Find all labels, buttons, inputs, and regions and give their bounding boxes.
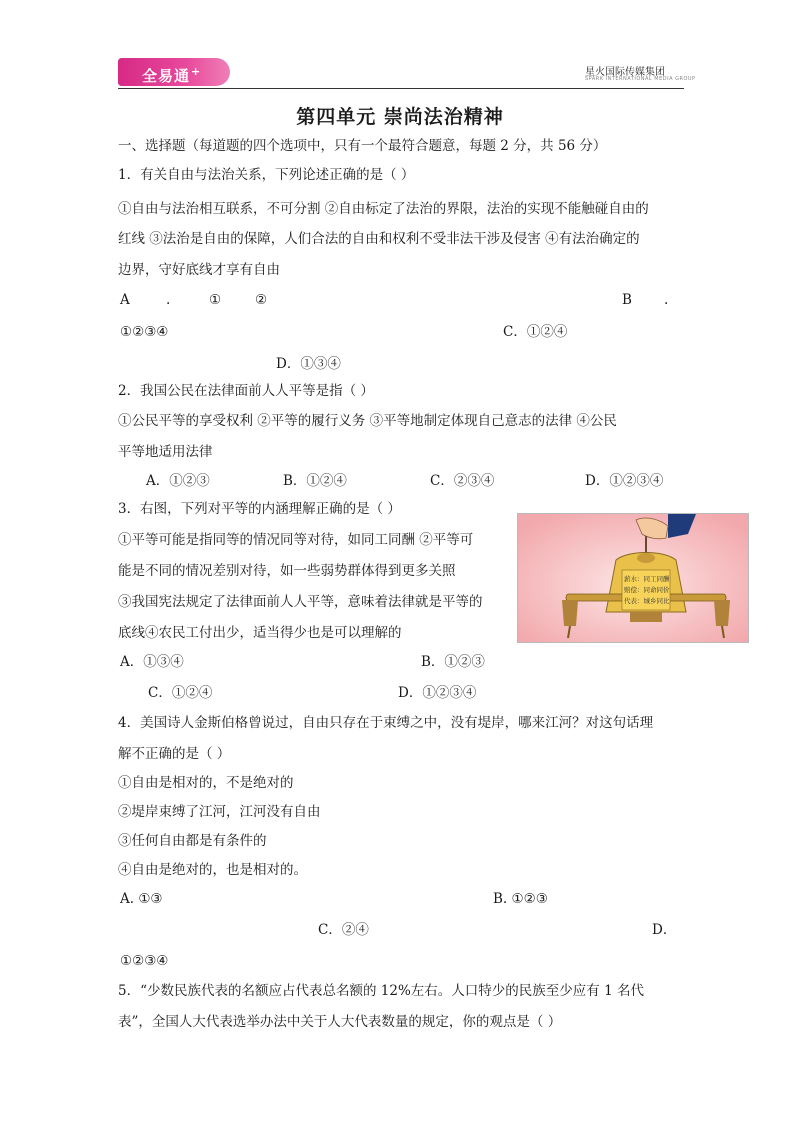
q3-statement-line: 能是不同的情况差别对待，如一些弱势群体得到更多关照 <box>118 563 456 579</box>
q3-option-d: D．①②③④ <box>398 685 477 701</box>
q2-statement-line: ①公民平等的享受权利 ②平等的履行义务 ③平等地制定体现自己意志的法律 ④公民 <box>118 413 617 429</box>
q4-item: ③任何自由都是有条件的 <box>118 833 267 849</box>
q2-statement-line: 平等地适用法律 <box>118 444 213 460</box>
q2-option-b: B．①②④ <box>283 473 347 489</box>
q4-item: ①自由是相对的，不是绝对的 <box>118 775 294 791</box>
logo-plus: + <box>191 65 202 78</box>
q3-option-c: C．①②④ <box>148 685 213 701</box>
header-divider <box>118 88 684 89</box>
q2-option-d: D．①②③④ <box>585 473 664 489</box>
q4-stem-continued: 解不正确的是（ ） <box>118 746 231 762</box>
q5-stem-continued: 表”，全国人大代表选举办法中关于人大代表数量的规定，你的观点是（ ） <box>118 1014 562 1030</box>
q5-stem: 5．“少数民族代表的名额应占代表总名额的 12%左右。人口特少的民族至少应有 1 名代 <box>118 983 644 999</box>
q1-option-c: C．①②④ <box>503 324 568 340</box>
q2-option-c: C．②③④ <box>430 473 495 489</box>
company-name: 星火国际传媒集团 <box>585 67 665 78</box>
q1-option-b-letter: B <box>622 292 632 308</box>
q1-statement-line: 边界，守好底线才享有自由 <box>118 262 280 278</box>
q4-option-d-letter: D． <box>652 922 677 938</box>
q4-item: ②堤岸束缚了江河，江河没有自由 <box>118 804 321 820</box>
company-subtitle: SPARK INTERNATIONAL MEDIA GROUP <box>585 76 696 82</box>
q3-statement-line: ①平等可能是指同等的情况同等对待，如同工同酬 ②平等可 <box>118 532 474 548</box>
q4-item: ④自由是绝对的，也是相对的。 <box>118 862 307 878</box>
image-label: 赔偿：同命同价 <box>624 586 670 594</box>
q3-option-a: A．①③④ <box>120 654 184 670</box>
q1-statement-line: ①自由与法治相互联系，不可分割 ②自由标定了法治的界限，法治的实现不能触碰自由的 <box>118 201 649 217</box>
q2-stem: 2．我国公民在法律面前人人平等是指（ ） <box>118 383 374 399</box>
q4-option-c: C．②④ <box>318 922 369 938</box>
q1-option-b-dot: . <box>664 292 669 308</box>
q1-option-b-continued: ①②③④ <box>120 324 169 340</box>
q1-stem: 1．有关自由与法治关系，下列论述正确的是（ ） <box>118 167 415 183</box>
logo-text: 全易通 <box>142 67 191 85</box>
image-label: 薪水：同工同酬 <box>624 575 670 583</box>
q4-option-d-continued: ①②③④ <box>120 953 169 969</box>
image-label: 代表：城乡同比 <box>624 597 670 605</box>
q4-stem: 4．美国诗人金斯伯格曾说过，自由只存在于束缚之中，没有堤岸，哪来江河？对这句话理 <box>118 715 654 731</box>
q1-option-a-letter: A <box>120 292 130 308</box>
q2-option-a: A．①②③ <box>146 473 210 489</box>
q4-option-b: B. ①②③ <box>493 891 548 907</box>
q3-option-b: B．①②③ <box>421 654 485 670</box>
balance-scale-illustration <box>517 513 749 643</box>
q4-option-a: A. ①③ <box>120 891 163 907</box>
brand-logo <box>118 58 230 86</box>
section-instructions: 一、选择题（每道题的四个选项中，只有一个最符合题意，每题 2 分，共 56 分） <box>118 138 607 154</box>
q3-statement-line: ③我国宪法规定了法律面前人人平等，意味着法律就是平等的 <box>118 594 483 610</box>
q1-statement-line: 红线 ③法治是自由的保障，人们合法的自由和权利不受非法干涉及侵害 ④有法治确定的 <box>118 231 640 247</box>
q1-option-a-dot: . <box>166 292 171 308</box>
q1-option-a-item: ① <box>209 292 222 308</box>
q1-option-d: D．①③④ <box>276 356 341 372</box>
q3-stem: 3．右图，下列对平等的内涵理解正确的是（ ） <box>118 501 401 517</box>
page-title: 第四单元 崇尚法治精神 <box>296 106 504 128</box>
q3-statement-line: 底线④农民工付出少，适当得少也是可以理解的 <box>118 625 402 641</box>
q1-option-a-item: ② <box>255 292 268 308</box>
